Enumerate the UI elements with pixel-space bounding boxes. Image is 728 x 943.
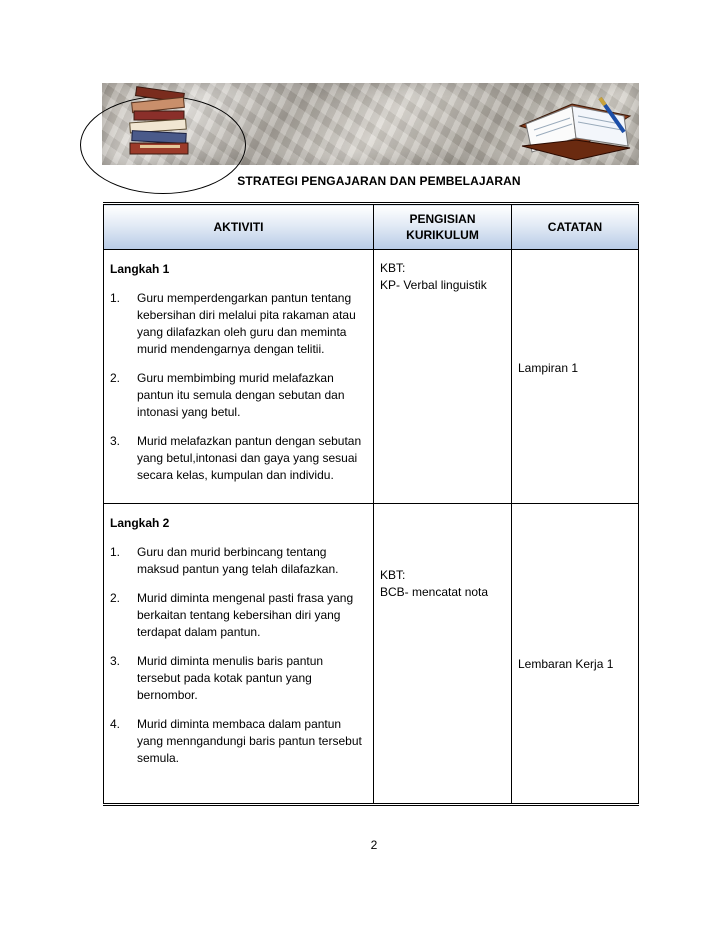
header-pengisian-line2: KURIKULUM <box>406 228 479 242</box>
list-item: 1. Guru memperdengarkan pantun tentang kebersihan diri melalui pita rakaman atau yang dilafazkan oleh guru dan meminta murid mendengarnya dengan telitii. <box>110 291 356 356</box>
catatan-value: Lembaran Kerja 1 <box>518 657 614 671</box>
kurikulum-value: BCB- mencatat nota <box>380 585 489 599</box>
catatan-cell <box>512 504 639 805</box>
list-item: 4. Murid diminta membaca dalam pantun yang menngandungi baris pantun tersebut semula. <box>110 717 362 765</box>
page-number: 2 <box>370 838 378 852</box>
kbt-label: KBT: <box>380 261 406 275</box>
kurikulum-cell <box>374 250 512 504</box>
header-pengisian-line1: PENGISIAN <box>409 212 476 226</box>
list-item: 3. Murid melafazkan pantun dengan sebutan yang betul,intonasi dan gaya yang sesuai secara kelas, kumpulan dan individu. <box>110 434 362 482</box>
kbt-label: KBT: <box>380 568 406 582</box>
header-pengisian-kurikulum <box>374 204 512 250</box>
kurikulum-value: KP- Verbal linguistik <box>380 278 487 292</box>
table-row <box>104 504 639 805</box>
list-item: 1. Guru dan murid berbincang tentang maksud pantun yang telah dilafazkan. <box>110 545 339 576</box>
aktiviti-cell <box>104 504 374 805</box>
list-item: 2. Murid diminta mengenal pasti frasa yang berkaitan tentang kebersihan diri yang terdapat dalam pantun. <box>110 591 354 639</box>
aktiviti-cell <box>104 250 374 504</box>
header-aktiviti: AKTIVITI <box>104 204 374 250</box>
books-stack-icon <box>122 82 202 162</box>
header-catatan: CATATAN <box>512 204 639 250</box>
catatan-cell <box>512 250 639 504</box>
step-heading: Langkah 2 <box>110 516 170 530</box>
kurikulum-cell <box>374 504 512 805</box>
table-row <box>104 250 639 504</box>
step-heading: Langkah 1 <box>110 262 170 276</box>
page-title: STRATEGI PENGAJARAN DAN PEMBELAJARAN <box>237 174 521 188</box>
catatan-value: Lampiran 1 <box>518 361 579 375</box>
notebook-pen-icon <box>512 86 640 164</box>
list-item: 2. Guru membimbing murid melafazkan pantun itu semula dengan sebutan dan intonasi yang betul. <box>110 371 345 419</box>
list-item: 3. Murid diminta menulis baris pantun tersebut pada kotak pantun yang bernombor. <box>110 654 324 702</box>
strategy-table <box>103 202 639 806</box>
